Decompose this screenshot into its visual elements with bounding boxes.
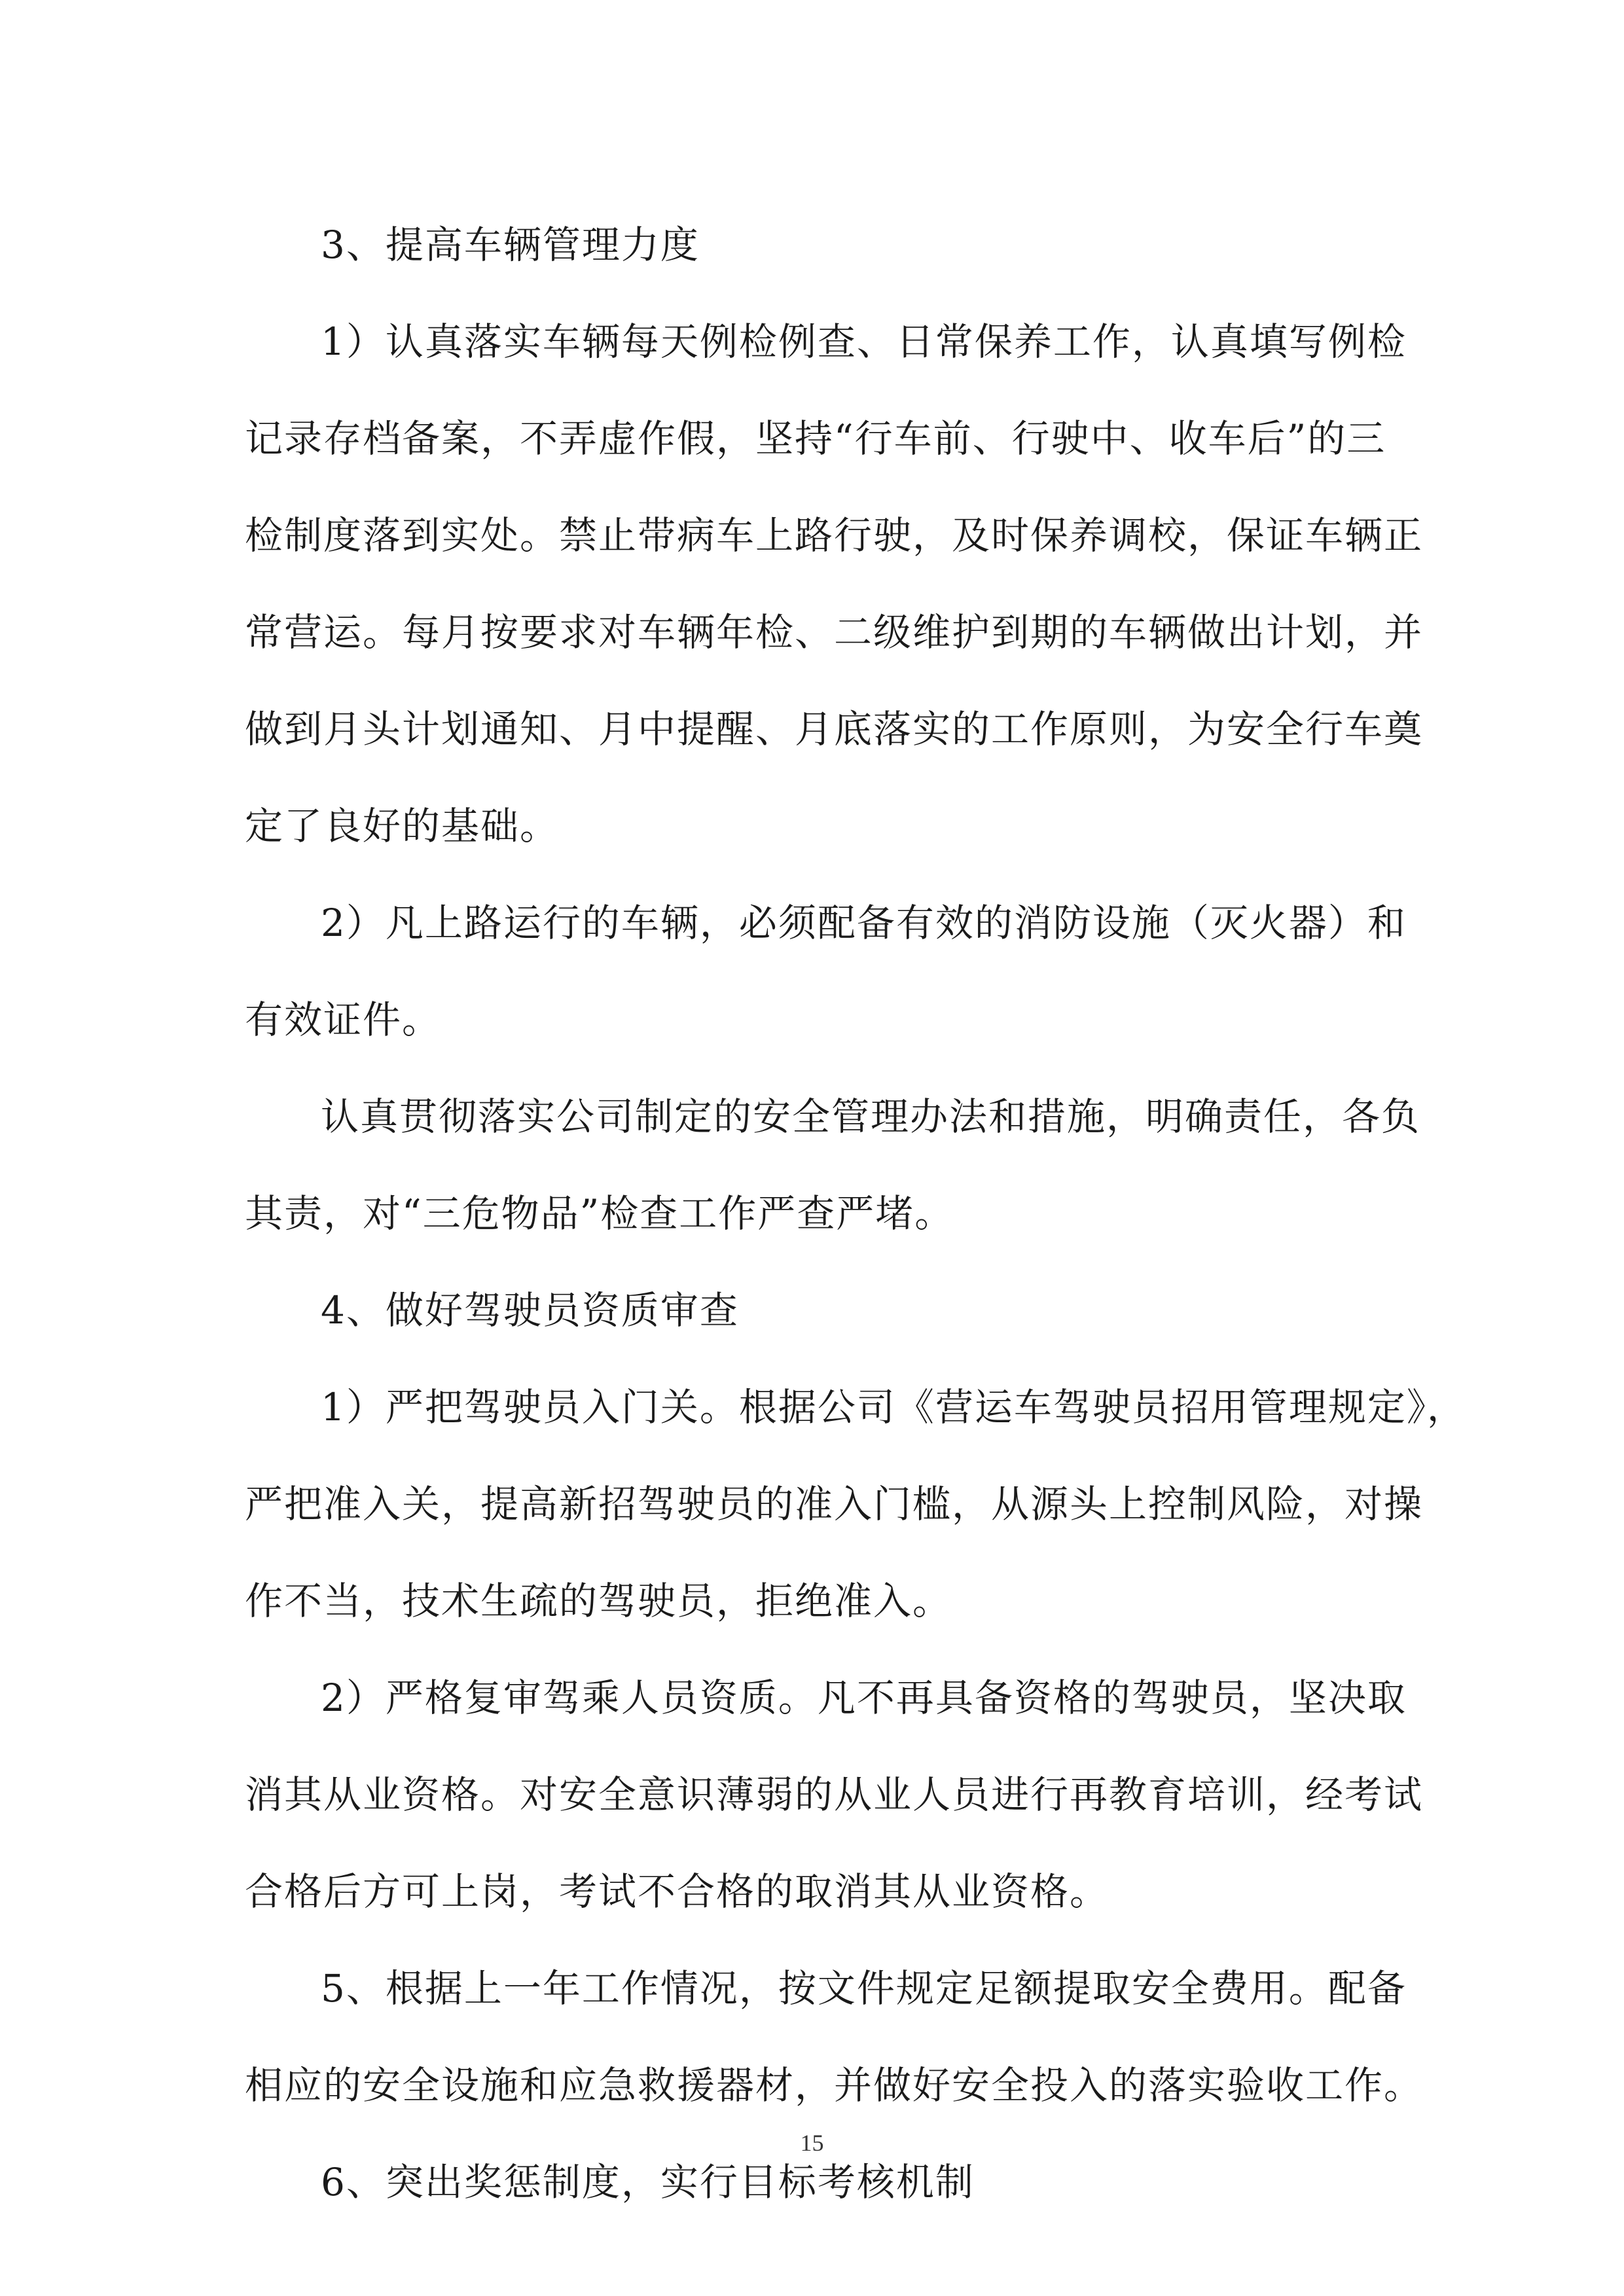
document-body xyxy=(245,196,1466,2231)
paragraph-line: 定了良好的基础。 xyxy=(245,804,560,848)
paragraph-line: 严把准入关，提高新招驾驶员的准入门槛，从源头上控制风险，对操 xyxy=(245,1482,1424,1526)
paragraph-line: 相应的安全设施和应急救援器材，并做好安全投入的落实验收工作。 xyxy=(245,2063,1424,2108)
paragraph-line: 作不当，技术生疏的驾驶员，拒绝准入。 xyxy=(245,1579,952,1623)
page-number: 15 xyxy=(800,2130,824,2156)
paragraph-line: 合格后方可上岗，考试不合格的取消其从业资格。 xyxy=(245,1869,1110,1914)
paragraph-line: 1）严把驾驶员入门关。根据公司《营运车驾驶员招用管理规定》， xyxy=(321,1385,1466,1429)
paragraph-line: 认真贯彻落实公司制定的安全管理办法和措施，明确责任，各负 xyxy=(321,1094,1421,1139)
paragraph-line: 2）严格复审驾乘人员资质。凡不再具备资格的驾驶员，坚决取 xyxy=(321,1676,1407,1720)
paragraph-line: 2）凡上路运行的车辆，必须配备有效的消防设施（灭火器）和 xyxy=(321,901,1407,945)
paragraph-line: 做到月头计划通知、月中提醒、月底落实的工作原则，为安全行车奠 xyxy=(245,707,1424,751)
paragraph-line: 有效证件。 xyxy=(245,997,442,1042)
section-heading-5: 5、根据上一年工作情况，按文件规定足额提取安全费用。配备 xyxy=(321,1966,1407,2011)
section-heading-6: 6、突出奖惩制度，实行目标考核机制 xyxy=(321,2160,975,2204)
paragraph-line: 常营运。每月按要求对车辆年检、二级维护到期的车辆做出计划，并 xyxy=(245,610,1424,655)
paragraph-line: 记录存档备案，不弄虚作假，坚持“行车前、行驶中、收车后”的三 xyxy=(245,416,1386,461)
paragraph-line: 1）认真落实车辆每天例检例查、日常保养工作，认真填写例检 xyxy=(321,319,1407,364)
paragraph-line: 检制度落到实处。禁止带病车上路行驶，及时保养调校，保证车辆正 xyxy=(245,513,1424,558)
section-heading-3: 3、提高车辆管理力度 xyxy=(321,223,700,267)
paragraph-line: 消其从业资格。对安全意识薄弱的从业人员进行再教育培训，经考试 xyxy=(245,1772,1424,1817)
section-heading-4: 4、做好驾驶员资质审查 xyxy=(321,1288,739,1333)
paragraph-line: 其责，对“三危物品”检查工作严查严堵。 xyxy=(245,1191,954,1236)
